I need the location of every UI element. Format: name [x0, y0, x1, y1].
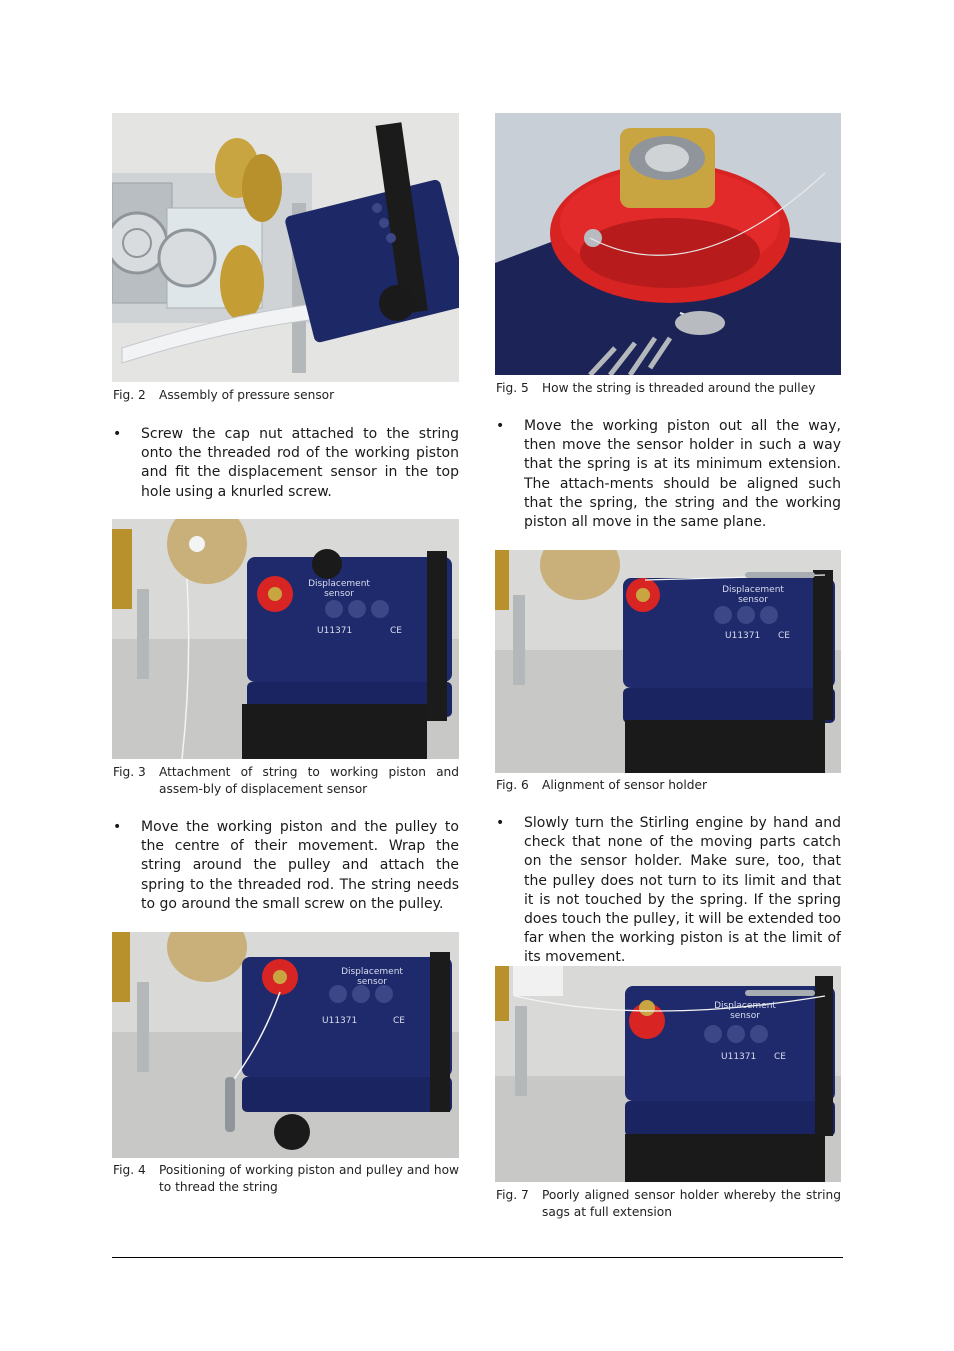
fig3-ce-mark: CE — [390, 626, 402, 636]
fig6-sensor-model: U11371 — [725, 631, 761, 641]
fig4-sensor-model: U11371 — [322, 1016, 358, 1026]
fig7-photo — [495, 966, 841, 1182]
fig4-number: Fig. 4 — [113, 1163, 146, 1177]
fig7-caption-text: Poorly aligned sensor holder whereby the string sags at full extension — [542, 1188, 841, 1219]
bullet-item-3 — [496, 417, 841, 535]
bullet-symbol: • — [113, 819, 122, 835]
fig7-sensor-model: U11371 — [721, 1052, 757, 1062]
bullet-text-3: Move the working piston out all the way, then move the sensor holder in such a way that the spring is at its minimum extension. The attach-ments should be aligned such that the spring, the string and the working piston all move in the same plane. — [524, 418, 841, 531]
fig7-caption — [496, 1187, 841, 1223]
bullet-item-1 — [113, 425, 459, 505]
fig2-caption — [113, 387, 459, 407]
fig3-caption — [113, 764, 459, 800]
fig3-sensor-model: U11371 — [317, 626, 353, 636]
bullet-symbol: • — [496, 418, 505, 434]
fig7-ce-mark: CE — [774, 1052, 786, 1062]
fig4-caption — [113, 1162, 459, 1198]
footer-rule — [112, 1257, 843, 1258]
fig3-sensor-title-2: sensor — [324, 589, 354, 599]
fig2-number: Fig. 2 — [113, 388, 146, 402]
fig6-sensor-title-1: Displacement — [722, 585, 784, 595]
bullet-text-2: Move the working piston and the pulley to the centre of their movement. Wrap the string around the pulley and attach the spring to the threaded rod. The string needs to go around the small screw on the pulley. — [141, 819, 459, 912]
bullet-item-2 — [113, 818, 459, 918]
fig7-number: Fig. 7 — [496, 1188, 529, 1202]
fig3-number: Fig. 3 — [113, 765, 146, 779]
fig5-number: Fig. 5 — [496, 381, 529, 395]
fig4-ce-mark: CE — [393, 1016, 405, 1026]
fig5-caption-text: How the string is threaded around the pulley — [542, 381, 816, 395]
bullet-text-1: Screw the cap nut attached to the string onto the threaded rod of the working piston and fit the displacement sensor in the top hole using a knurled screw. — [141, 426, 459, 500]
fig7-sensor-title-1: Displacement — [714, 1001, 776, 1011]
fig7-sensor-title-2: sensor — [730, 1011, 760, 1021]
fig4-sensor-title-2: sensor — [357, 977, 387, 987]
fig6-ce-mark: CE — [778, 631, 790, 641]
fig6-sensor-title-2: sensor — [738, 595, 768, 605]
fig6-caption-text: Alignment of sensor holder — [542, 778, 708, 792]
fig3-caption-text: Attachment of string to working piston and assem-bly of displacement sensor — [159, 765, 459, 796]
fig3-sensor-title-1: Displacement — [308, 579, 370, 589]
fig2-caption-text: Assembly of pressure sensor — [159, 388, 335, 402]
fig4-sensor-title-1: Displacement — [341, 967, 403, 977]
fig5-caption — [496, 380, 841, 400]
bullet-item-4 — [496, 814, 841, 966]
fig6-photo — [495, 550, 841, 773]
fig3-photo — [112, 519, 459, 759]
fig2-photo — [112, 113, 459, 382]
fig4-photo — [112, 932, 459, 1158]
bullet-symbol: • — [113, 426, 122, 442]
fig5-photo — [495, 113, 841, 375]
bullet-text-4: Slowly turn the Stirling engine by hand and check that none of the moving parts catch on the sensor holder. Make sure, too, that the pulley does not turn to its limit and that it is not touched by the spring. If the spring does touch the pulley, it will be extended too far when the working piston is at the limit of its movement. — [524, 815, 841, 966]
fig6-number: Fig. 6 — [496, 778, 529, 792]
bullet-symbol: • — [496, 815, 505, 831]
fig4-caption-text: Positioning of working piston and pulley and how to thread the string — [159, 1163, 459, 1194]
fig6-caption — [496, 777, 841, 797]
